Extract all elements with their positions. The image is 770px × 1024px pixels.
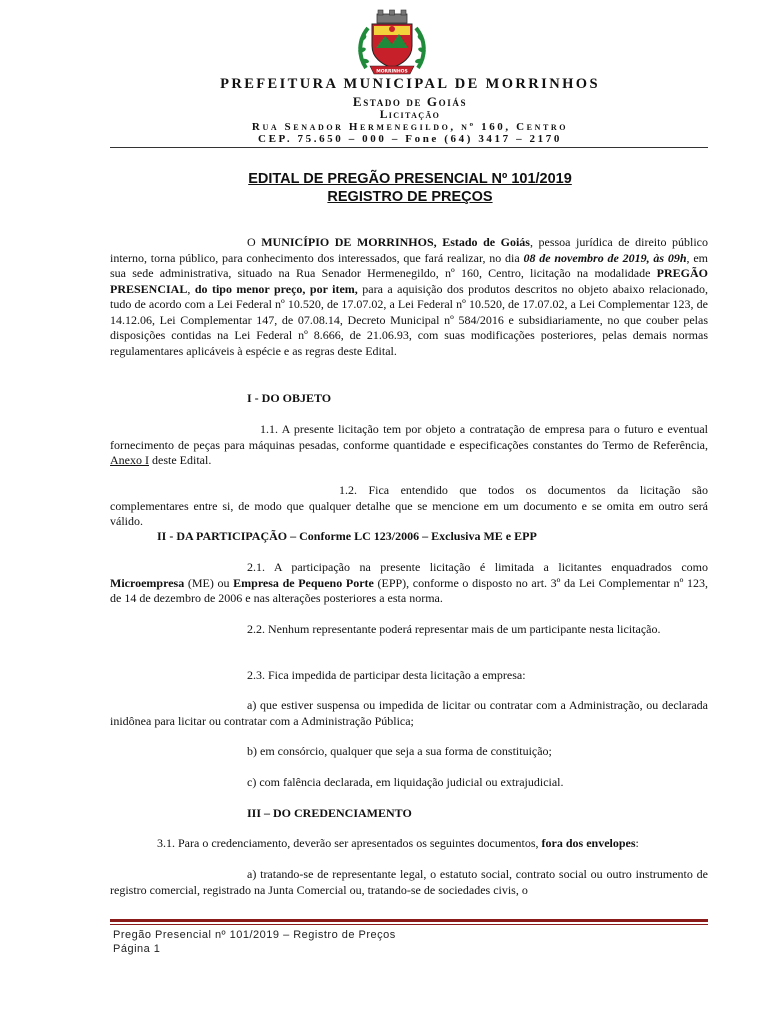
paragraph-2-3-c: c) com falência declarada, em liquidação judicial ou extrajudicial. [247, 775, 564, 789]
footer-divider [110, 919, 708, 922]
header-divider [110, 147, 708, 148]
header-state: Estado de Goiás [352, 94, 468, 109]
footer [113, 928, 396, 956]
coat-of-arms-icon [352, 8, 432, 78]
footer-page-number: Página 1 [113, 943, 161, 955]
header-department: Licitação [379, 109, 441, 121]
crest-banner-text: MORRINHOS [376, 69, 408, 75]
section-heading-objeto: I - DO OBJETO [247, 391, 332, 405]
intro-paragraph: O MUNICÍPIO DE MORRINHOS, Estado de Goiás, pessoa jurídica de direito público interno, torna público, para conhecimento dos interessados, que fará realizar, no dia 08 de novembro de 2019, às 09h, em sua sede administrativa, situado na Rua Senador Hermenegildo, nº 160, Centro, licitação na modalidade PREGÃO PRESENCIAL, do tipo menor preço, por item, para a aquisição dos produtos descritos no objeto abaixo relacionado, tudo de acordo com a Lei Federal nº 10.520, de 17.07.02, a Lei Federal nº 10.520, de 17.07.02, a Lei Complementar 123, de 14.12.06, Lei Complementar 147, de 07.08.14, Decreto Municipal nº 584/2016 e subsidiariamente, no que couber pelas disposições contidas na Lei Federal nº 8.666, de 21.06.93, com suas modificações posteriores, pelas demais normas regulamentares aplicáveis à espécie e as regras deste Edital. [110, 235, 708, 358]
footer-divider-thin [110, 924, 708, 925]
paragraph-2-3-b: b) em consórcio, qualquer que seja a sua forma de constituição; [247, 744, 552, 758]
paragraph-1-2: 1.2. Fica entendido que todos os documentos da licitação são complementares entre si, de modo que qualquer detalhe que se mencione em um documento e se omita em outro será válido. [110, 483, 708, 528]
header-cep-phone: CEP. 75.650 – 000 – Fone (64) 3417 – 2170 [258, 133, 562, 145]
section-heading-participacao: II - DA PARTICIPAÇÃO – Conforme LC 123/2006 – Exclusiva ME e EPP [157, 529, 537, 543]
paragraph-2-1: 2.1. A participação na presente licitação é limitada a licitantes enquadrados como Microempresa (ME) ou Empresa de Pequeno Porte (EPP), conforme o disposto no art. 3º da Lei Complementar nº 123, de 14 de dezembro de 2006 e nas alterações posteriores a esta norma. [110, 560, 708, 605]
section-heading-credenciamento: III – DO CREDENCIAMENTO [247, 806, 412, 820]
paragraph-1-1: 1.1. A presente licitação tem por objeto a contratação de empresa para o futuro e eventual fornecimento de peças para máquinas pesadas, conforme quantidade e especificações constantes do Termo de Referência, Anexo I deste Edital. [110, 422, 708, 467]
paragraph-2-2: 2.2. Nenhum representante poderá representar mais de um participante nesta licitação. [247, 622, 661, 636]
document-title: EDITAL DE PREGÃO PRESENCIAL Nº 101/2019 [248, 171, 572, 187]
paragraph-2-3-a: a) que estiver suspensa ou impedida de licitar ou contratar com a Administração, ou declarada inidônea para licitar ou contratar com a Administração Pública; [110, 698, 708, 728]
header-address: Rua Senador Hermenegildo, nº 160, Centro [251, 121, 569, 133]
paragraph-3-1: 3.1. Para o credenciamento, deverão ser apresentados os seguintes documentos, fora dos envelopes: [157, 836, 639, 850]
footer-doc-reference: Pregão Presencial nº 101/2019 – Registro de Preços [113, 929, 396, 941]
paragraph-2-3: 2.3. Fica impedida de participar desta licitação a empresa: [247, 668, 526, 682]
document-subtitle: REGISTRO DE PREÇOS [327, 189, 493, 205]
paragraph-3-1-a: a) tratando-se de representante legal, o estatuto social, contrato social ou outro instrumento de registro comercial, registrado na Junta Comercial ou, tratando-se de sociedades civis, o [110, 867, 708, 897]
header-municipality: PREFEITURA MUNICIPAL DE MORRINHOS [220, 76, 600, 92]
